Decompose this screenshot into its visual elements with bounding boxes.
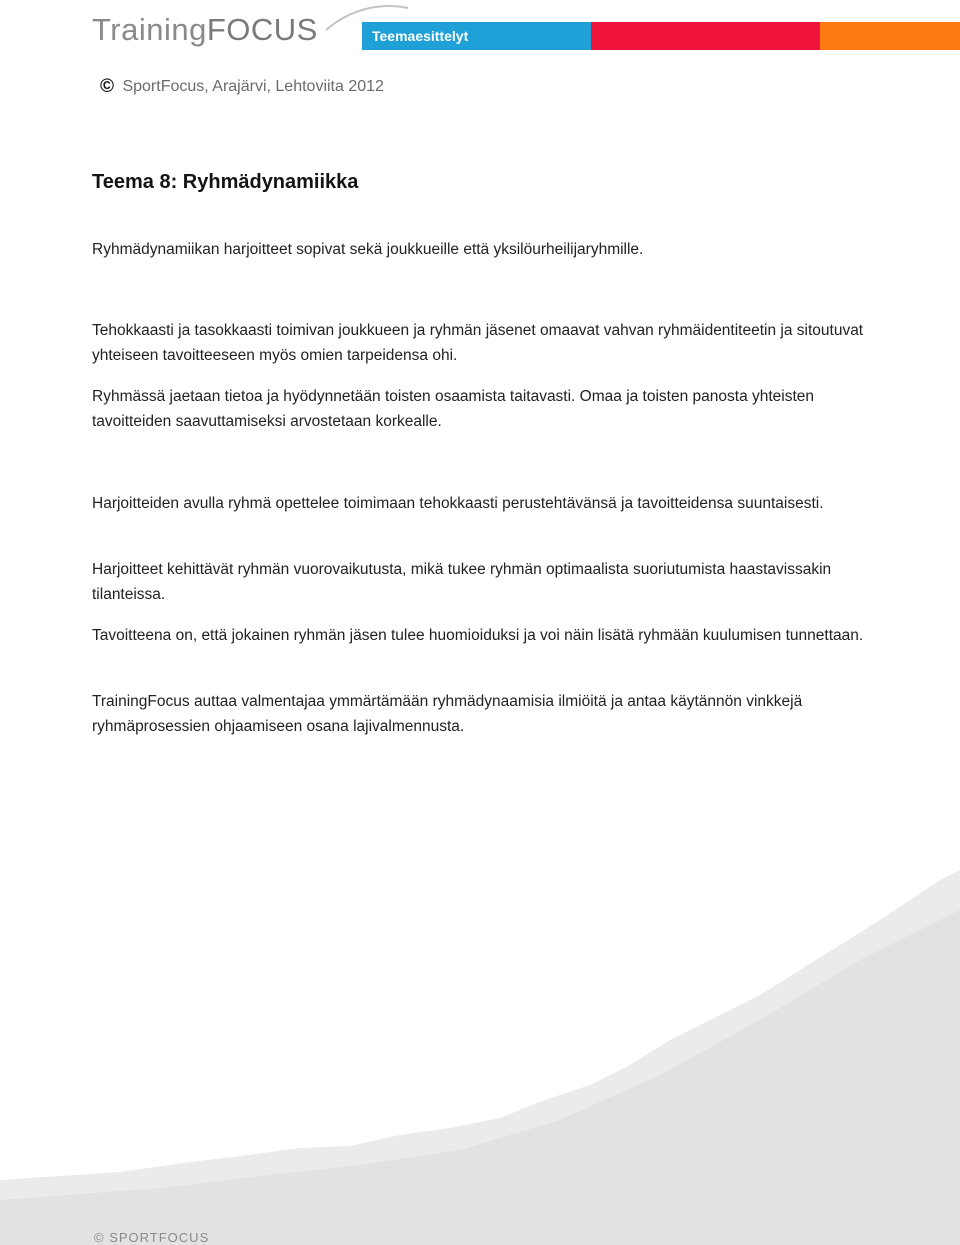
header-bar-orange xyxy=(820,22,960,50)
paragraph-7: TrainingFocus auttaa valmentajaa ymmärtämään ryhmädynaamisia ilmiöitä ja antaa käytännön vinkkejä ryhmäprosessien ohjaamiseen osana lajivalmennusta. xyxy=(92,693,803,735)
copyright-text: SportFocus, Arajärvi, Lehtoviita 2012 xyxy=(122,78,384,95)
logo-focus: FOCUS xyxy=(206,12,318,47)
paragraph-4: Harjoitteiden avulla ryhmä opettelee toimimaan tehokkaasti perustehtävänsä ja tavoitteidensa suuntaisesti. xyxy=(92,495,824,512)
paragraph-2: Tehokkaasti ja tasokkaasti toimivan joukkueen ja ryhmän jäsenet omaavat vahvan ryhmäidentiteetin ja sitoutuvat yhteiseen tavoitteeseen myös omien tarpeidensa ohi. xyxy=(92,322,864,364)
section-label: Teemaesittelyt xyxy=(372,28,469,44)
paragraph-3: Ryhmässä jaetaan tietoa ja hyödynnetään toisten osaamista taitavasti. Omaa ja toisten panosta yhteisten tavoitteiden saavuttamiseksi arvostetaan korkealle. xyxy=(92,388,815,430)
paragraph-5: Harjoitteet kehittävät ryhmän vuorovaikutusta, mikä tukee ryhmän optimaalista suoriutumista haastavissakin tilanteissa. xyxy=(92,561,832,603)
trainingfocus-logo xyxy=(92,14,318,45)
terrain-graphic xyxy=(0,860,960,1245)
footer-logo: © SPORTFOCUS xyxy=(94,1230,210,1245)
copyright-icon: © xyxy=(100,76,114,97)
logo-training: Training xyxy=(92,12,207,47)
paragraph-1: Ryhmädynamiikan harjoitteet sopivat sekä joukkueille että yksilöurheilijaryhmille. xyxy=(92,241,644,258)
header-bar-red xyxy=(591,22,820,50)
paragraph-6: Tavoitteena on, että jokainen ryhmän jäsen tulee huomioiduksi ja voi näin lisätä ryhmään kuulumisen tunnettaan. xyxy=(92,627,864,644)
page-title: Teema 8: Ryhmädynamiikka xyxy=(92,171,359,193)
copyright-line xyxy=(100,76,384,98)
